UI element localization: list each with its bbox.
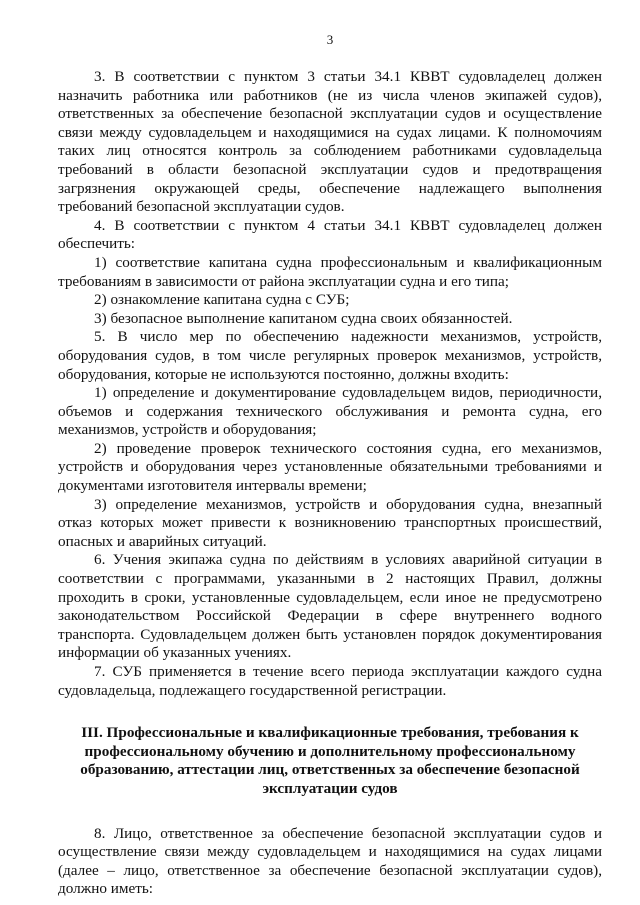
section-heading: III. Профессиональные и квалификационные требования, требования к профессиональному обучению и дополнительному профессиональному образованию, аттестации лиц, ответственных за обеспечение безопасной эксплуатации судов (80, 724, 580, 797)
paragraph-item-8: 8. Лицо, ответственное за обеспечение безопасной эксплуатации судов и осуществление связи между судовладельцем и находящимися на судах лицами (далее – лицо, ответственное за обеспечение безопасной эксплуатации судов), должно иметь: (58, 824, 602, 898)
paragraph-item-7: 7. СУБ применяется в течение всего периода эксплуатации каждого судна судовладельца, подлежащего государственной регистрации. (58, 663, 602, 699)
list-item: 2) ознакомление капитана судна с СУБ; (94, 291, 350, 309)
list-item: 1) соответствие капитана судна профессиональным и квалификационным требованиям в зависимости от района эксплуатации судна и его типа; (58, 253, 602, 290)
list-item: 3) определение механизмов, устройств и оборудования судна, внезапный отказ которых может привести к возникновению транспортных происшествий, опасных и аварийных ситуаций. (58, 495, 602, 550)
paragraph-item-6: 6. Учения экипажа судна по действиям в условиях аварийной ситуации в соответствии с программами, указанными в 2 настоящих Правил, должны проходить в сроки, установленные судовладельцем, если иное не предусмотрено законодательством Российской Федерации в сфере внутреннего водного транспорта. Судовладельцем должен быть установлен порядок документирования информации об указанных учениях. (58, 551, 602, 662)
paragraph-item-5: 5. В число мер по обеспечению надежности механизмов, устройств, оборудования судов, в том числе регулярных проверок механизмов, устройств, оборудования, которые не используются постоянно, должны входить: (58, 328, 602, 383)
paragraph-item-4: 4. В соответствии с пунктом 4 статьи 34.1 КВВТ судовладелец должен обеспечить: (58, 216, 602, 253)
list-item: 2) проведение проверок технического состояния судна, его механизмов, устройств и оборудования через установленные обязательными требованиями и документами изготовителя интервалы времени; (58, 439, 602, 495)
document-body-continued (58, 825, 602, 899)
paragraph-item-3: 3. В соответствии с пунктом 3 статьи 34.1 КВВТ судовладелец должен назначить работника или работников (не из числа членов экипажей судов), ответственных за обеспечение безопасной эксплуатации судов и осуществление связи между судовладельцем и находящимися на судах лицами. К полномочиям таких лиц относятся контроль за соблюдением работниками судовладельца требований в области безопасной эксплуатации судов и предотвращения загрязнения окружающей среды, обеспечение надлежащего выполнения требований безопасной эксплуатации судов. (58, 68, 602, 216)
list-item: 3) безопасное выполнение капитаном судна своих обязанностей. (94, 309, 513, 327)
list-item: 1) определение и документирование судовладельцем видов, периодичности, объемов и содержания технического обслуживания и ремонта судна, его механизмов, устройств и оборудования; (58, 384, 602, 439)
document-body (58, 68, 602, 700)
page-number: 3 (326, 32, 334, 47)
